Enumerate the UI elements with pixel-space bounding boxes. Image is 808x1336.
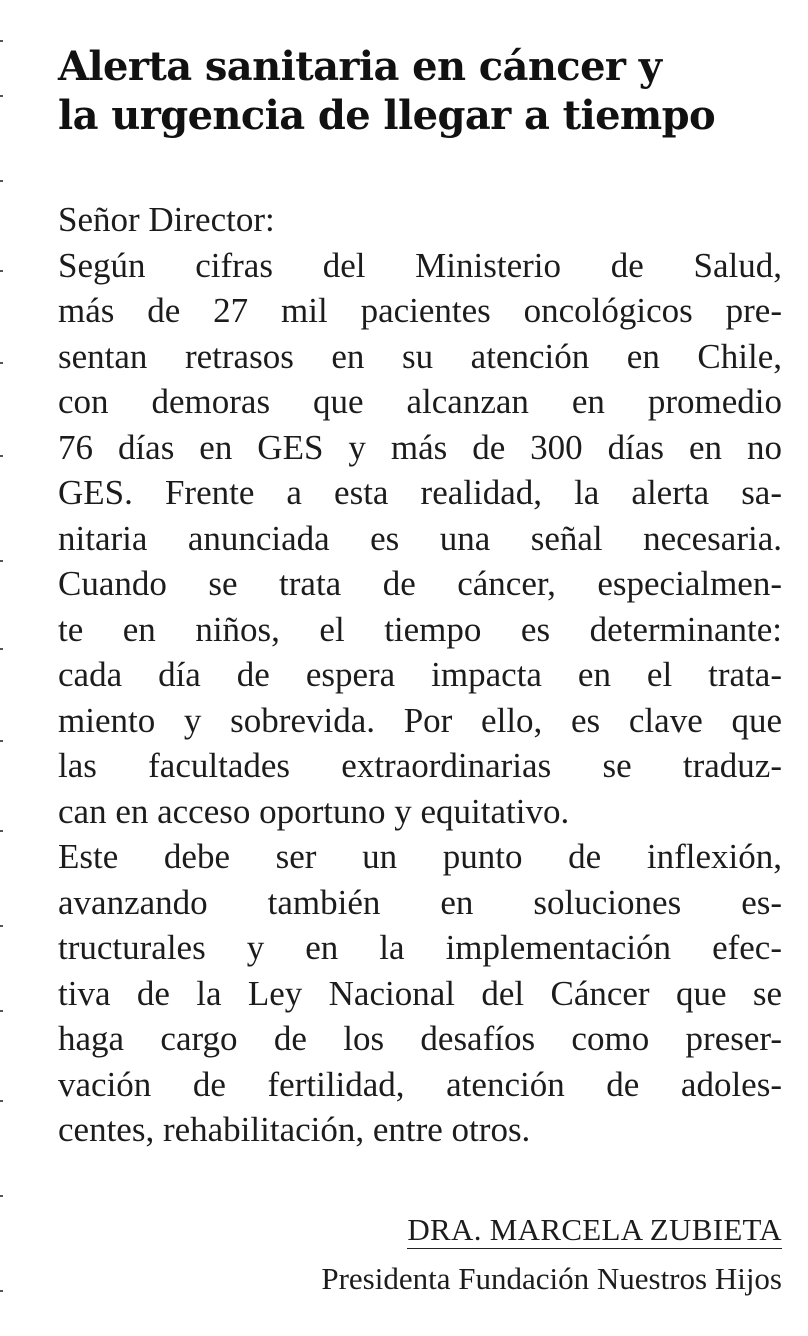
body-line: con demoras que alcanzan en promedio	[58, 382, 782, 421]
body-line: sentan retrasos en su atención en Chile,	[58, 336, 782, 376]
signature-block	[321, 1208, 782, 1301]
body-line: Según cifras del Ministerio de Salud,	[58, 245, 782, 285]
column-margin-marks	[0, 0, 6, 1336]
body-line: tiva de la Ley Nacional del Cáncer que se	[58, 973, 782, 1013]
body-line: las facultades extraordinarias se traduz-	[58, 746, 782, 785]
body-line: cada día de espera impacta en el trata-	[58, 655, 782, 694]
body-line: vación de fertilidad, atención de adoles-	[58, 1064, 782, 1104]
body-line: centes, rehabilitación, entre otros.	[58, 1110, 531, 1149]
article-header	[58, 42, 780, 140]
body-line: nitaria anunciada es una señal necesaria.	[58, 518, 782, 558]
body-line: miento y sobrevida. Por ello, es clave que	[58, 700, 782, 740]
body-line: más de 27 mil pacientes oncológicos pre-	[58, 291, 782, 330]
author-name: DRA. MARCELA ZUBIETA	[407, 1212, 782, 1247]
headline	[58, 42, 780, 140]
author-role: Presidenta Fundación Nuestros Hijos	[321, 1261, 782, 1296]
salutation: Señor Director:	[58, 200, 275, 239]
body-line: avanzando también en soluciones es-	[58, 882, 782, 922]
body-line: Este debe ser un punto de inflexión,	[58, 837, 782, 876]
body-line: Cuando se trata de cáncer, especialmen-	[58, 564, 782, 603]
body-line: can en acceso oportuno y equitativo.	[58, 791, 570, 831]
body-line: GES. Frente a esta realidad, la alerta sa-	[58, 473, 782, 512]
letter-body	[58, 197, 782, 1153]
body-line: 76 días en GES y más de 300 días en no	[58, 427, 782, 467]
body-line: tructurales y en la implementación efec-	[58, 928, 782, 967]
body-line: haga cargo de los desafíos como preser-	[58, 1019, 782, 1058]
headline-line-2: la urgencia de llegar a tiempo	[58, 92, 716, 139]
headline-line-1: Alerta sanitaria en cáncer y	[58, 43, 662, 90]
body-line: te en niños, el tiempo es determinante:	[58, 609, 782, 649]
